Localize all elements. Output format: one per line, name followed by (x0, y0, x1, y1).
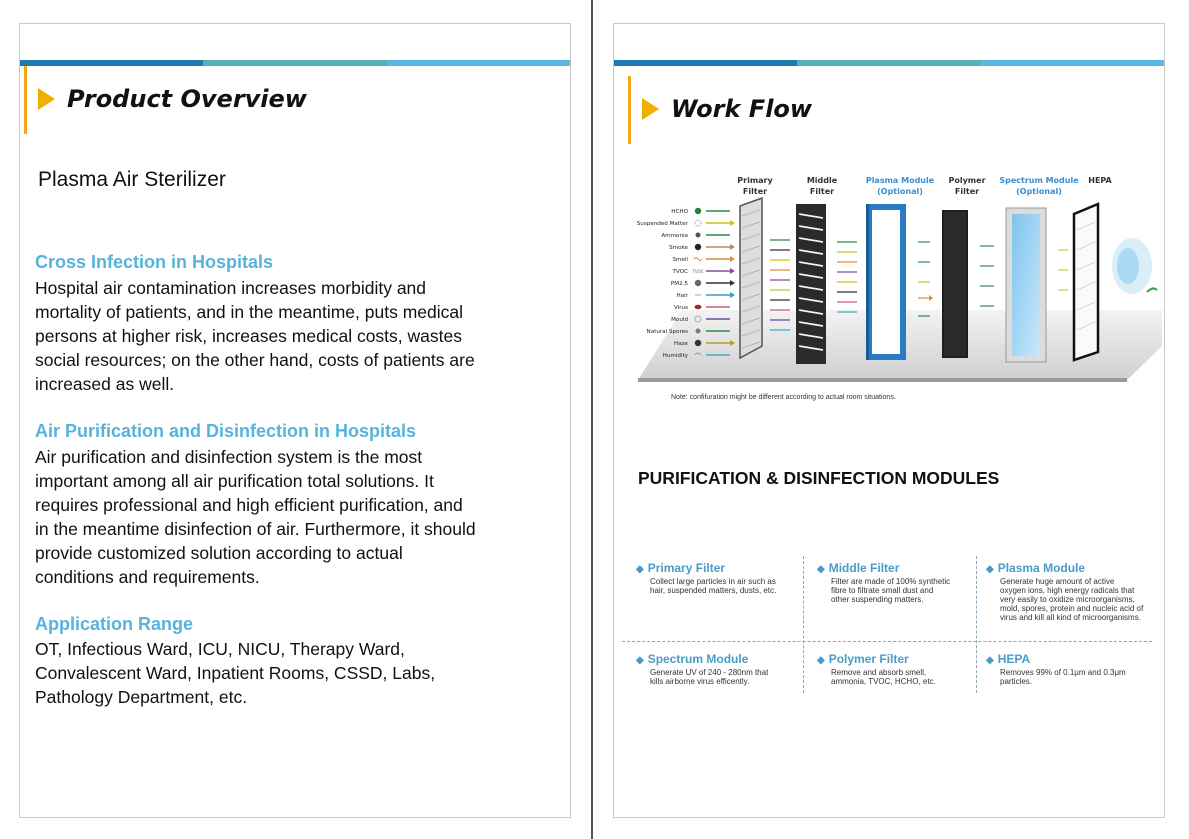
diamond-bullet-icon: ◆ (986, 655, 994, 666)
product-subtitle: Plasma Air Sterilizer (38, 168, 226, 191)
module-line: ammonia, TVOC, HCHO, etc. (831, 677, 936, 686)
module-line: particles. (1000, 677, 1033, 686)
body-line: Air purification and disinfection system is the most (35, 447, 423, 467)
module-title: Primary Filter (647, 561, 726, 575)
hepa-filter-panel (1074, 204, 1098, 360)
stage-label: Polymer (948, 176, 986, 185)
pollutant-label: Haze (673, 341, 688, 347)
body-line: requires professional and high efficient purification, and (35, 495, 463, 515)
section-heading-air-purification: Air Purification and Disinfection in Hospitals (35, 421, 417, 441)
header-color-band (614, 60, 1164, 66)
module-line: very easily to oxidize microorganisms, (1000, 595, 1135, 604)
modules-section-title: PURIFICATION & DISINFECTION MODULES (638, 468, 1000, 488)
svg-text:TVOC: TVOC (692, 269, 704, 274)
pollutant-label: Humidity (662, 353, 688, 359)
pollutant-label: Virus (673, 305, 688, 311)
plasma-module-panel (866, 204, 906, 360)
section-heading-application-range: Application Range (35, 614, 194, 634)
diagram-note: Note: confifuration might be different according to actual room situations. (671, 394, 896, 401)
section-body-application-range (35, 637, 550, 709)
module-line: Removes 99% of 0.1μm and 0.3μm (1000, 668, 1126, 677)
triangle-bullet-icon (38, 88, 55, 110)
stage-label: Filter (742, 187, 768, 196)
module-line: kills airborne virus efficently. (650, 677, 750, 686)
module-title: Spectrum Module (647, 652, 749, 666)
module-title: Plasma Module (997, 561, 1086, 575)
pollutant-label: Smoke (669, 245, 688, 251)
stage-label: Plasma Module (865, 176, 935, 185)
pollutant-label: Smell (672, 257, 688, 263)
module-line: mold, spores, protein and nucleic acid of (1000, 604, 1144, 613)
page-work-flow (613, 23, 1165, 818)
section-body-air-purification (35, 445, 550, 589)
module-hepa (986, 652, 1154, 686)
stage-arrows-2 (837, 242, 857, 312)
pollutant-label: Mould (671, 317, 688, 323)
module-description (636, 668, 804, 686)
body-line: OT, Infectious Ward, ICU, NICU, Therapy Ward, (35, 639, 405, 659)
diamond-bullet-icon: ◆ (986, 564, 994, 575)
module-plasma (986, 561, 1154, 622)
section-heading-cross-infection: Cross Infection in Hospitals (35, 252, 274, 272)
stage-arrows-4 (980, 246, 994, 306)
stage-label: Filter (954, 187, 980, 196)
header-accent-bar (628, 76, 631, 144)
stage-label: Filter (809, 187, 835, 196)
module-title: HEPA (997, 652, 1031, 666)
module-line: other suspending matters. (831, 595, 924, 604)
module-line: Generate huge amount of active (1000, 577, 1115, 586)
body-line: increased as well. (35, 374, 175, 394)
body-line: social resources; on the other hand, costs of patients are (35, 350, 475, 370)
diamond-bullet-icon: ◆ (636, 564, 644, 575)
stage-label: Middle (806, 176, 838, 185)
module-title: Polymer Filter (828, 652, 909, 666)
workflow-diagram (622, 170, 1162, 406)
stage-label: Primary (737, 176, 773, 185)
module-title: Middle Filter (828, 561, 900, 575)
module-description (986, 668, 1154, 686)
stage-arrows-3 (918, 242, 933, 316)
page-divider (591, 0, 593, 839)
body-line: persons at higher risk, increases medical costs, wastes (35, 326, 462, 346)
pollutant-label: Suspended Matter (636, 221, 688, 227)
module-middle-filter (817, 561, 985, 604)
module-line: Collect large particles in air such as (650, 577, 776, 586)
pollutant-label: PM2.5 (670, 281, 688, 287)
pollutant-label: HCHO (671, 209, 688, 215)
page-title: Work Flow (671, 95, 813, 123)
polymer-filter-panel (942, 210, 968, 358)
body-line: mortality of patients, and in the meantime, puts medical (35, 302, 463, 322)
body-line: in the meantime disinfection of air. Furthermore, it should (35, 519, 476, 539)
body-line: provide customized solution according to actual (35, 543, 403, 563)
stage-label: Spectrum Module (999, 176, 1079, 185)
module-line: Filter are made of 100% synthetic (831, 577, 951, 586)
module-line: hair, suspended matters, dusts, etc. (650, 586, 777, 595)
primary-filter-panel (740, 198, 762, 358)
module-description (986, 577, 1154, 622)
stage-arrows-5 (1058, 250, 1068, 290)
module-primary-filter (636, 561, 804, 595)
clean-air-burst-icon (1112, 238, 1157, 294)
pollutant-label: Hair (676, 293, 688, 299)
module-line: virus and kill all kind of microorganisms. (1000, 613, 1141, 622)
body-line: Convalescent Ward, Inpatient Rooms, CSSD, Labs, (35, 663, 436, 683)
module-line: Remove and absorb smell, (831, 668, 927, 677)
pollutant-label: TVOC (672, 269, 688, 275)
body-line: Pathology Department, etc. (35, 687, 248, 707)
diamond-bullet-icon: ◆ (817, 655, 825, 666)
module-spectrum (636, 652, 804, 686)
section-body-cross-infection (35, 276, 550, 396)
module-description (636, 577, 804, 595)
stage-label: (Optional) (877, 187, 923, 196)
header-accent-bar (24, 66, 27, 134)
module-description (817, 577, 985, 604)
triangle-bullet-icon (642, 98, 659, 120)
page-product-overview (19, 23, 571, 818)
diamond-bullet-icon: ◆ (817, 564, 825, 575)
diamond-bullet-icon: ◆ (636, 655, 644, 666)
platform-edge (638, 378, 1127, 382)
body-line: conditions and requirements. (35, 567, 260, 587)
spectrum-module-panel (1006, 208, 1046, 362)
middle-filter-panel (796, 204, 826, 364)
module-polymer-filter (817, 652, 985, 686)
pollutant-label: Ammonia (661, 233, 688, 239)
header-color-band (20, 60, 570, 66)
body-line: important among all air purification total solutions. It (35, 471, 434, 491)
body-line: Hospital air contamination increases morbidity and (35, 278, 427, 298)
module-line: fibre to filtrate small dust and (831, 586, 934, 595)
pollutant-label: Natural Spores (646, 329, 688, 335)
module-line: Generate UV of 240 - 280nm that (650, 668, 769, 677)
page-title: Product Overview (67, 85, 307, 113)
stage-label: HEPA (1088, 176, 1112, 185)
module-description (817, 668, 985, 686)
module-line: oxygen ions, high energy radicals that (1000, 586, 1135, 595)
stage-label: (Optional) (1016, 187, 1062, 196)
module-divider (622, 641, 1152, 642)
